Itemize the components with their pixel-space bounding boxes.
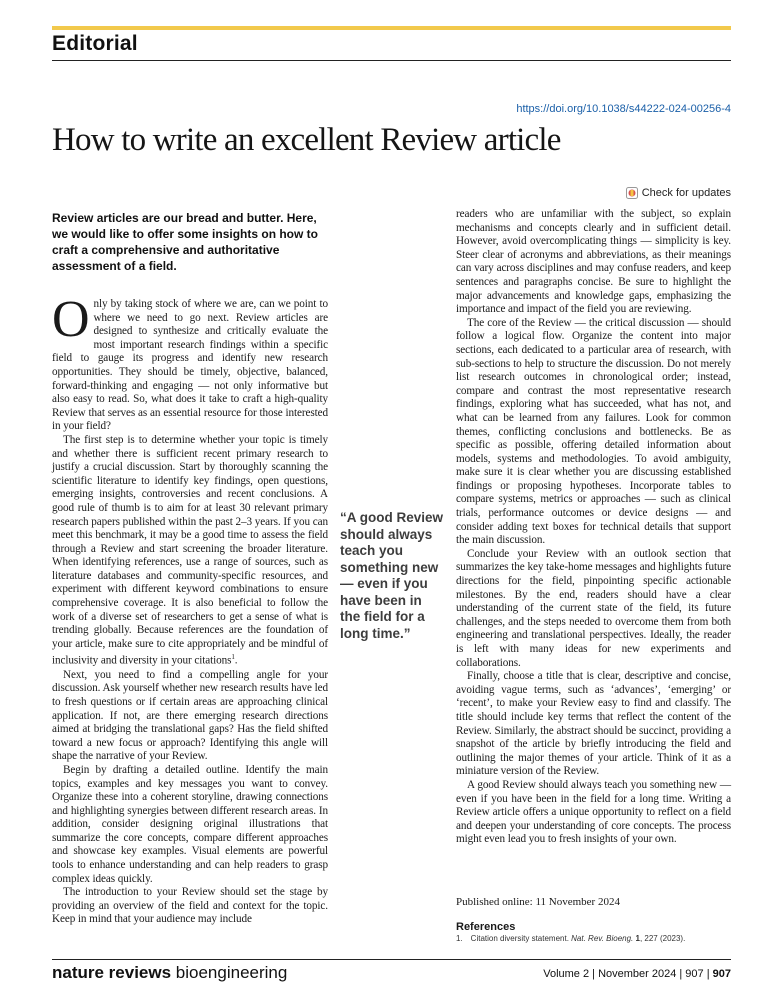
check-updates-label: Check for updates bbox=[641, 187, 731, 199]
citation-link[interactable]: 1 bbox=[231, 653, 235, 662]
right-column bbox=[456, 208, 731, 847]
left-column bbox=[52, 291, 328, 927]
dropcap: O bbox=[52, 291, 90, 348]
paragraph: A good Review should always teach you something new — even if you have been in the field for a long time. Writing a Review article offers a unique opportunity to reflect on a field and deepen your understanding of core concepts. The process might even lead you to fresh insights of your own. bbox=[456, 778, 731, 846]
published-date: Published online: 11 November 2024 bbox=[456, 896, 620, 908]
doi-link[interactable]: https://doi.org/10.1038/s44222-024-00256-4 bbox=[516, 103, 731, 115]
paragraph bbox=[52, 291, 328, 434]
footer-divider bbox=[52, 959, 731, 960]
reference-volume: 1 bbox=[633, 934, 640, 943]
paragraph: The introduction to your Review should set the stage by providing an overview of the field and context for the topic. Keep in mind that your audience may include bbox=[52, 886, 328, 926]
paragraph: readers who are unfamiliar with the subject, so explain mechanisms and concepts clearly and in sufficient detail. However, avoid overcomplicating things — simplicity is key. Steer clear of acronyms and abbreviations, as their meanings can vary across disciplines and may confuse readers, and keep sentences and paragraphs concise. Be sure to highlight the major advancements and knowledge gaps, emphasizing the importance and impact of the field you are reviewing. bbox=[456, 208, 731, 316]
paragraph-text: . bbox=[234, 655, 238, 668]
journal-name-bold: nature reviews bbox=[52, 963, 172, 982]
reference-journal: Nat. Rev. Bioeng. bbox=[571, 934, 634, 943]
paragraph: Finally, choose a title that is clear, descriptive and concise, avoiding vague terms, such as ‘advances’, ‘emerging’ or ‘recent’, to make your Review easy to find and classify. The title should include key terms that reflect the content of the Review. Similarly, the abstract should be succinct, providing a snapshot of the article by briefly introducing the field and outlining the major themes of your article. Think of it as a miniature version of the Review. bbox=[456, 670, 731, 778]
page-number: 907 bbox=[712, 968, 731, 980]
reference-item[interactable] bbox=[456, 934, 685, 943]
check-for-updates-button[interactable] bbox=[626, 187, 731, 199]
volume-text: Volume 2 | November 2024 | 907 | bbox=[543, 968, 713, 980]
paragraph: Next, you need to find a compelling angle for your discussion. Ask yourself whether new research results have led to fresh questions or if certain areas are approaching clinical application. If not, are there emerging research directions aimed at bridging the translational gaps? Has the field shifted toward a new focus or approach? Identifying this angle will shape the narrative of your Review. bbox=[52, 668, 328, 763]
volume-info bbox=[543, 968, 731, 980]
standfirst: Review articles are our bread and butter. Here, we would like to offer some insights on how to craft a comprehensive and authoritative assessment of a field. bbox=[52, 211, 319, 273]
article-title: How to write an excellent Review article bbox=[52, 122, 561, 158]
journal-name[interactable] bbox=[52, 963, 287, 983]
journal-name-light: bioengineering bbox=[171, 963, 288, 982]
reference-pages: , 227 (2023). bbox=[639, 934, 686, 943]
section-label: Editorial bbox=[52, 32, 138, 55]
reference-text: Citation diversity statement. bbox=[470, 934, 572, 943]
paragraph-text: The first step is to determine whether your topic is timely and whether there is sufficient recent primary research to justify a crucial discussion. Start by thoroughly scanning the scientific literature to identify key findings, open questions, emerging insights, controversies and recent conclusions. A good rule of thumb is to aim for at least 30 relevant primary research papers published within the past 2–3 years. If you can meet this benchmark, it may be a good time to assess the field through a Review and start screening the broader literature. When identifying references, use a range of sources, such as literature databases and community-specific resources, and experiment with different keyword combinations to ensure comprehensive coverage. It is also beneficial to follow the work of a diverse set of researchers to get a sense of what is trending globally. Because references are the foundation of your article, make sure to cite appropriately and be mindful of inclusivity and diversity in your citations bbox=[52, 433, 328, 668]
paragraph bbox=[52, 434, 328, 669]
paragraph-text: nly by taking stock of where we are, can we point to where we need to go next. Review articles are designed to synthesize and critically evaluate the most important research findings within a specific field to gauge its progress and identify new research opportunities. They should be timely, objective, balanced, forward-thinking and engaging — not only informative but also easy to read. So, what does it take to craft a high-quality Review that serves as an essential resource for those interested in your field? bbox=[52, 298, 328, 433]
top-accent-rule bbox=[52, 26, 731, 30]
pull-quote: “A good Review should always teach you something new — even if you have been in the field for a long time.” bbox=[340, 510, 444, 641]
references-heading: References bbox=[456, 921, 516, 933]
paragraph: Conclude your Review with an outlook section that summarizes the key take-home messages and highlights future directions for the field, pinpointing specific actionable milestones. By the end, readers should have a clear understanding of the current state of the field, its future challenges, and the steps needed to overcome them from both engineering and translational perspectives. Ideally, the reader is left with many ideas for new experiments and collaborations. bbox=[456, 547, 731, 669]
paragraph: The core of the Review — the critical discussion — should follow a logical flow. Organize the content into major sections, each dedicated to a particular area of research, with sub-sections to help to structure the discussion. Do not merely list research outcomes in chronological order; instead, compare and contrast the most representative research findings, exploring what has succeeded, what has not, and what can be learned from any failures. Look for common themes, conflicting conclusions and bottlenecks. Be as specific as possible, offering detailed information about models, systems and methodologies. To avoid ambiguity, make sure it is clear whether you are discussing established findings or proposing hypotheses. Incorporate tables to compare systems, metrics or approaches — such as clinical trials, performance outcomes or device designs — and consider adding text boxes for technical details that support the main discussion. bbox=[456, 316, 731, 547]
reference-number: 1. bbox=[456, 934, 463, 943]
check-updates-icon bbox=[626, 187, 638, 199]
section-divider bbox=[52, 60, 731, 61]
paragraph: Begin by drafting a detailed outline. Identify the main topics, examples and key messages you want to convey. Organize these into a coherent storyline, drawing connections and highlighting synergies between different research areas. In addition, consider designing original illustrations that summarize the core concepts, compare different approaches and showcase key examples. Visual elements are powerful tools to enhance understanding and can help readers to grasp complex ideas quickly. bbox=[52, 763, 328, 885]
